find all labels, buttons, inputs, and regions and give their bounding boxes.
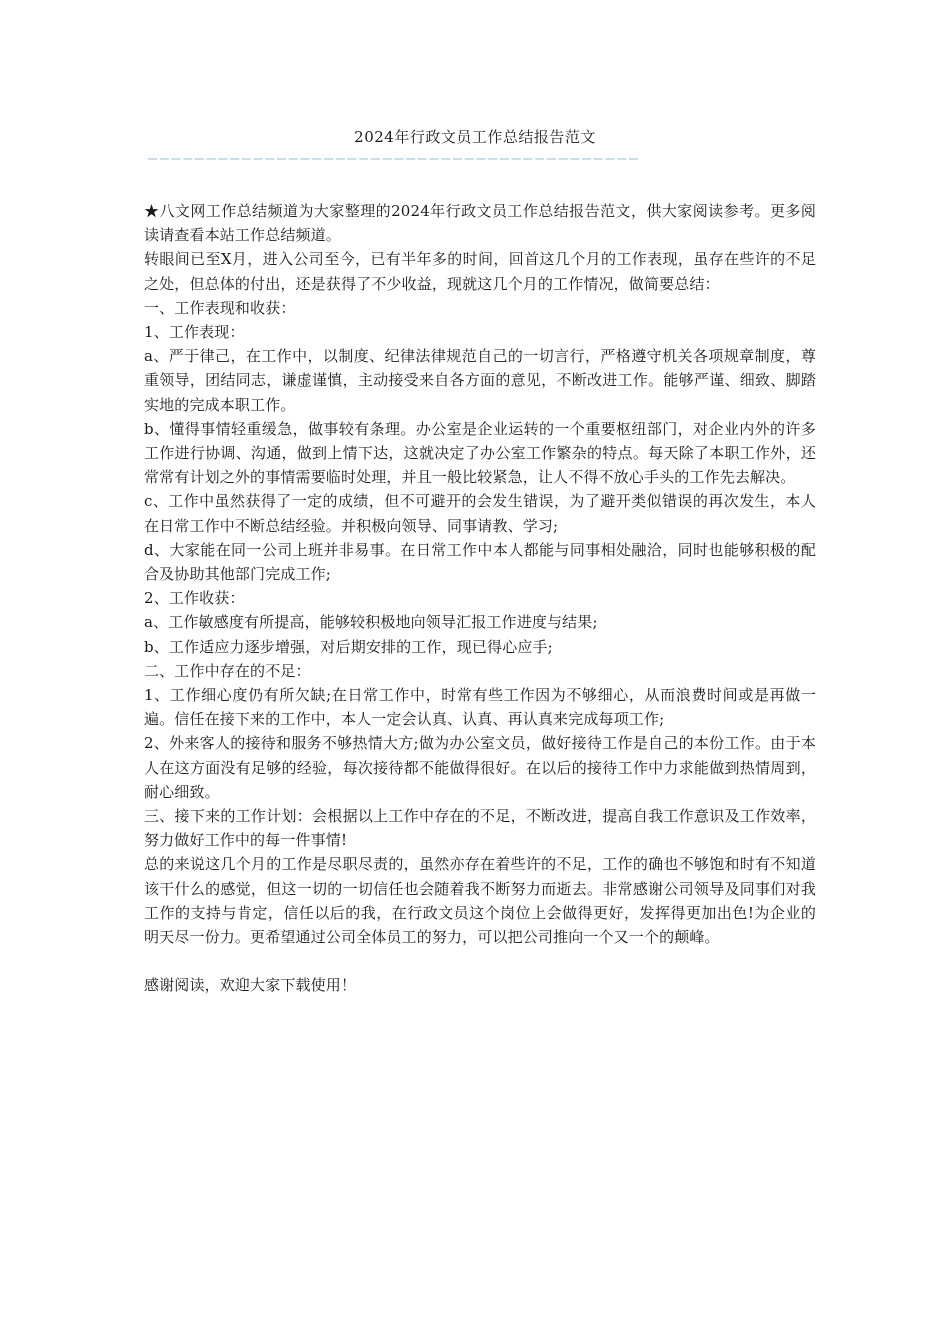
shortcoming-item-1: 1、工作细心度仍有所欠缺;在日常工作中，时常有些工作因为不够细心，从而浪费时间或是再做一遍。信任在接下来的工作中，本人一定会认真、认真、再认真来完成每项工作;: [144, 686, 816, 729]
intro-paragraph: ★八文网工作总结频道为大家整理的2024年行政文员工作总结报告范文，供大家阅读参考。更多阅读请查看本站工作总结频道。: [144, 202, 816, 245]
document-body: [144, 199, 816, 998]
opening-paragraph: 转眼间已至X月，进入公司至今，已有半年多的时间，回首这几个月的工作表现，虽存在些许的不足之处，但总体的付出，还是获得了不少收益，现就这几个月的工作情况，做简要总结：: [144, 250, 816, 293]
list-item-a: a、严于律己，在工作中，以制度、纪律法律规范自己的一切言行，严格遵守机关各项规章制度，尊重领导，团结同志，谦虚谨慎，主动接受来自各方面的意见，不断改进工作。能够严谨、细致、脚踏实地的完成本职工作。: [144, 347, 816, 414]
list-item-c: c、工作中虽然获得了一定的成绩，但不可避开的会发生错误，为了避开类似错误的再次发生，本人在日常工作中不断总结经验。并积极向领导、同事请教、学习;: [144, 492, 816, 535]
subheading-work-performance: 1、工作表现：: [144, 323, 245, 342]
list-item-b: b、懂得事情轻重缓急，做事较有条理。办公室是企业运转的一个重要枢纽部门，对企业内外的许多工作进行协调、沟通，做到上情下达，这就决定了办公室工作繁杂的特点。每天除了本职工作外，还常常有计划之外的事情需要临时处理，并且一般比较紧急，让人不得不放心手头的工作先去解决。: [144, 419, 816, 487]
document-title: 2024年行政文员工作总结报告范文: [354, 128, 596, 146]
blank-line: [144, 949, 816, 973]
shortcoming-item-2: 2、外来客人的接待和服务不够热情大方;做为办公室文员，做好接待工作是自己的本份工作。由于本人在这方面没有足够的经验，每次接待都不能做得很好。在以后的接待工作中力求能做到热情周到，耐心细致。: [144, 734, 816, 801]
section-heading-shortcomings: 二、工作中存在的不足：: [144, 661, 311, 680]
list-item-d: d、大家能在同一公司上班并非易事。在日常工作中本人都能与同事相处融洽，同时也能够积极的配合及协助其他部门完成工作;: [144, 540, 816, 584]
subheading-work-gains: 2、工作收获：: [144, 589, 245, 608]
gain-item-b: b、工作适应力逐步增强，对后期安排的工作，现已得心应手;: [144, 637, 553, 656]
summary-paragraph: 总的来说这几个月的工作是尽职尽责的，虽然亦存在着些许的不足，工作的确也不够饱和时有不知道该干什么的感觉，但这一切的一切信任也会随着我不断努力而逝去。非常感谢公司领导及同事们对我工作的支持与肯定，信任以后的我，在行政文员这个岗位上会做得更好，发挥得更加出色!为企业的明天尽一份力。更希望通过公司全体员工的努力，可以把公司推向一个又一个的颠峰。: [144, 855, 816, 947]
section-heading-plan: 三、接下来的工作计划：会根据以上工作中存在的不足，不断改进，提高自我工作意识及工作效率，努力做好工作中的每一件事情!: [144, 807, 816, 850]
closing-line: 感谢阅读，欢迎大家下载使用！: [144, 976, 357, 995]
section-heading-performance: 一、工作表现和收获：: [144, 298, 296, 317]
title-underline-rule: ——————————————————————————————————————————: [148, 149, 641, 167]
gain-item-a: a、工作敏感度有所提高，能够较积极地向领导汇报工作进度与结果;: [144, 613, 598, 632]
